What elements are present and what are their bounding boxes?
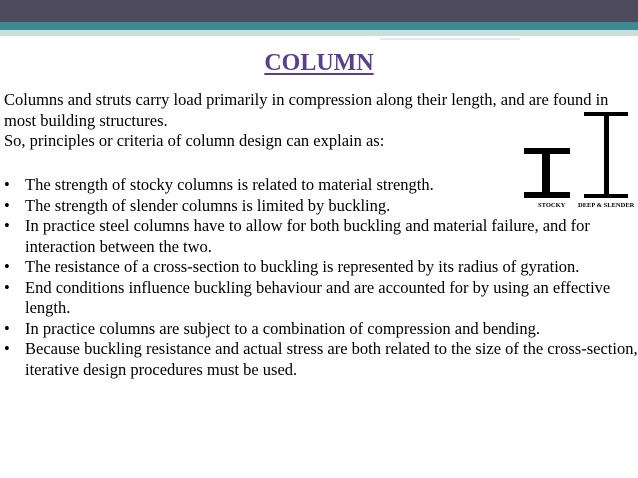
intro-paragraph: So, principles or criteria of column design can explain as: — [4, 131, 385, 150]
stocky-label: STOCKY — [538, 202, 566, 209]
bullet-item: • The resistance of a cross-section to buckling is represented by its radius of gyration. — [4, 257, 638, 278]
slide-title-container — [0, 50, 638, 77]
slender-label: DEEP & SLENDER — [578, 202, 634, 209]
bullet-item: • The strength of slender columns is limited by buckling. — [4, 196, 638, 217]
bullet-item: • The strength of stocky columns is related to material strength. — [4, 175, 638, 196]
intro-paragraph: Columns and struts carry load primarily in compression along their length, and are found in most building structures. — [4, 90, 609, 130]
header-band-dark — [0, 0, 638, 22]
slide-title: COLUMN — [264, 50, 374, 76]
bullet-item: • Because buckling resistance and actual stress are both related to the size of the cross-section, iterative design procedures must be used. — [4, 339, 638, 380]
header-band-teal — [0, 22, 638, 30]
bullet-item: • End conditions influence buckling behaviour and are accounted for by using an effective length. — [4, 278, 638, 319]
bullet-item: • In practice columns are subject to a combination of compression and bending. — [4, 319, 638, 340]
header-band-light — [0, 30, 638, 36]
bullet-item: • In practice steel columns have to allow for both buckling and material failure, and for interaction between the two. — [4, 216, 638, 257]
bullet-list — [4, 175, 638, 380]
header-accent-line — [380, 38, 520, 40]
